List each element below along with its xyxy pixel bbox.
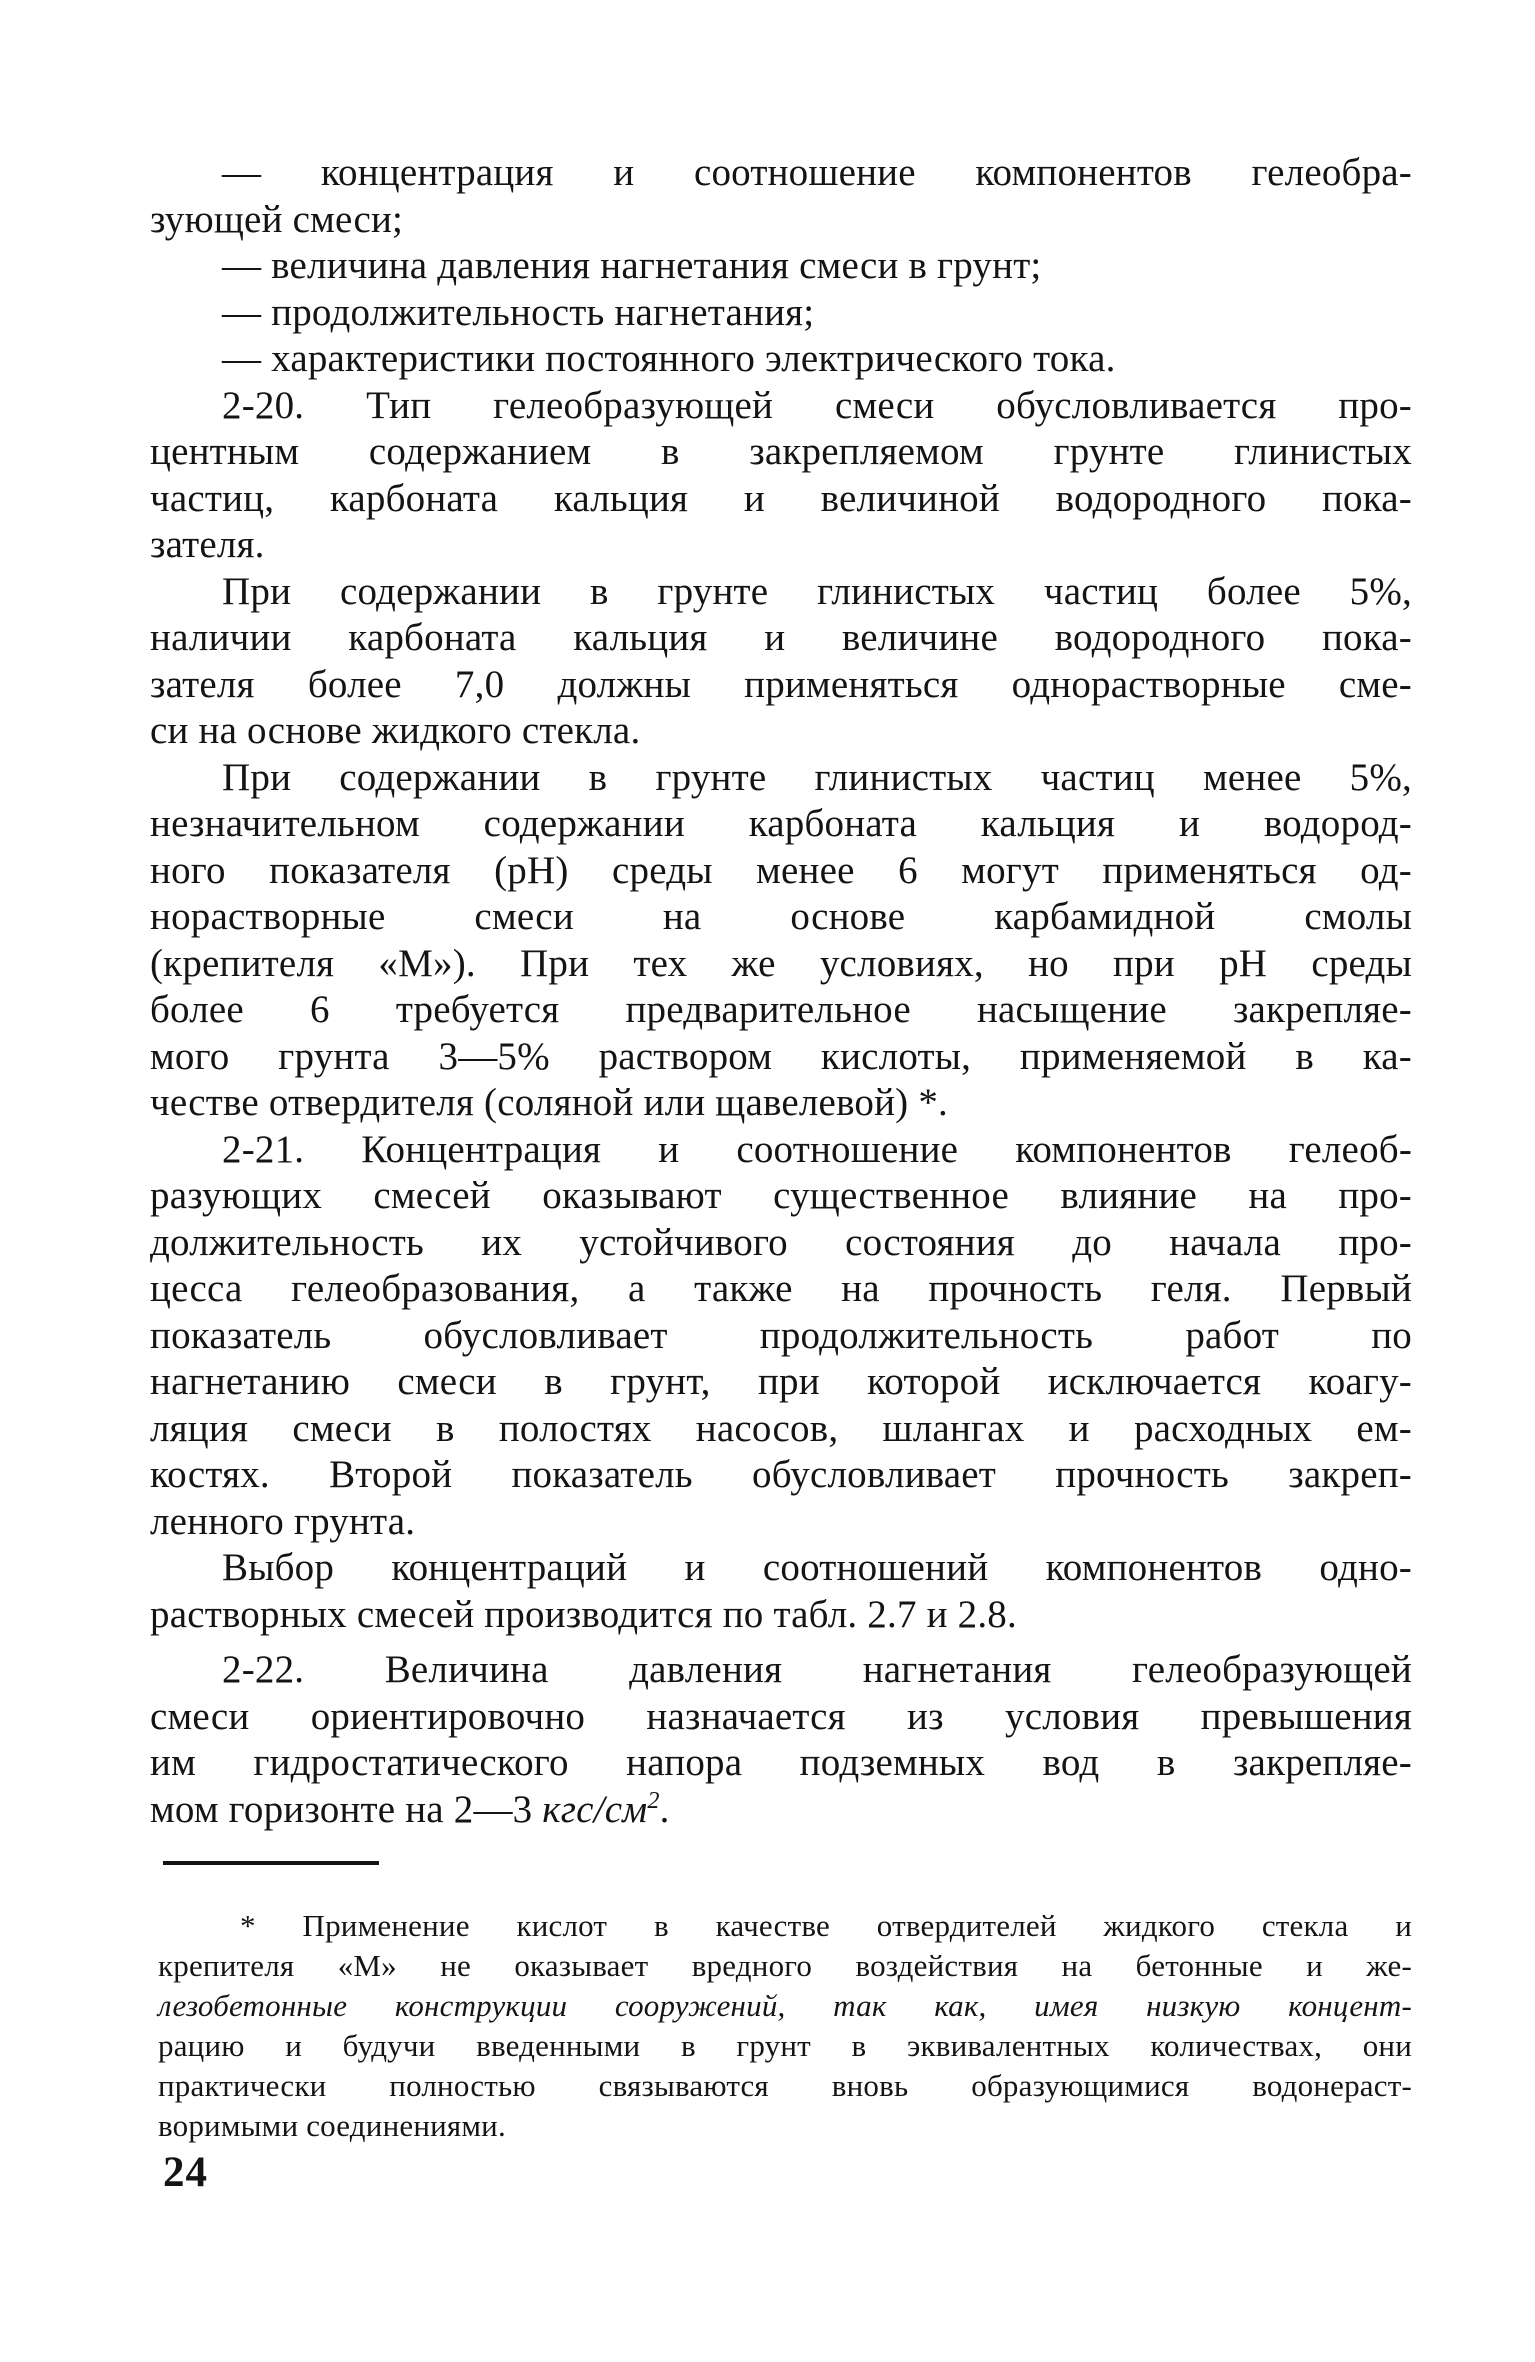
text-line: показатель обусловливает продолжительность работ по <box>150 1313 1412 1357</box>
text-line <box>158 1986 1412 2026</box>
text-line: — величина давления нагнетания смеси в грунт; <box>222 244 1042 287</box>
text-line: ного показателя (рН) среды менее 6 могут применяться од- <box>150 848 1412 892</box>
page-number: 24 <box>163 2149 208 2196</box>
text-line: наличии карбоната кальция и величине водородного пока- <box>150 616 1412 659</box>
text-line: ляция смеси в полостях насосов, шлангах и расходных ем- <box>150 1406 1412 1450</box>
paragraph <box>150 336 1412 383</box>
text-line: Выбор концентраций и соотношений компонентов одно- <box>222 1546 1412 1589</box>
text-line: им гидростатического напора подземных вод в закрепляе- <box>150 1741 1412 1784</box>
text-line: ленного грунта. <box>150 1499 416 1543</box>
text-line: зателя более 7,0 должны применяться однорастворные сме- <box>150 662 1412 706</box>
text-line: честве отвердителя (соляной или щавелевой) *. <box>150 1081 948 1124</box>
text-line: незначительном содержании карбоната кальция и водород- <box>150 802 1412 845</box>
text-line: При содержании в грунте глинистых частиц менее 5%, <box>222 755 1412 799</box>
paragraph <box>150 150 1412 243</box>
paragraph <box>150 569 1412 755</box>
text-line: костях. Второй показатель обусловливает прочность закреп- <box>150 1453 1412 1496</box>
text-line: мого грунта 3—5% раствором кислоты, применяемой в ка- <box>150 1034 1412 1078</box>
paragraph <box>150 1647 1412 1833</box>
text-line: (крепителя «М»). При тех же условиях, но при рН среды <box>150 941 1412 985</box>
text-line: нагнетанию смеси в грунт, при которой исключается коагу- <box>150 1360 1412 1403</box>
text-line: * Применение кислот в качестве отвердителей жидкого стекла и <box>240 1908 1412 1943</box>
footnote-text-column <box>158 1906 1412 2146</box>
text-line <box>150 1787 1412 1834</box>
text-line: воримыми соединениями. <box>158 2108 506 2143</box>
text-line: норастворные смеси на основе карбамидной смолы <box>150 895 1412 938</box>
text-line: — характеристики постоянного электрического тока. <box>222 337 1116 380</box>
text-line: должительность их устойчивого состояния до начала про- <box>150 1220 1412 1264</box>
text-line: частиц, карбоната кальция и величиной водородного пока- <box>150 476 1412 520</box>
text-line: цесса гелеобразования, а также на прочность геля. Первый <box>150 1267 1412 1310</box>
text-line: — концентрация и соотношение компонентов гелеобра- <box>222 151 1412 194</box>
text-line: 2-22. Величина давления нагнетания гелеобразующей <box>222 1648 1412 1691</box>
text-segment: мом горизонте на 2—3 <box>150 1787 543 1831</box>
paragraph <box>150 755 1412 1127</box>
text-line: зателя. <box>150 523 265 566</box>
text-line: си на основе жидкого стекла. <box>150 709 641 752</box>
text-line: 2-20. Тип гелеобразующей смеси обусловливается про- <box>222 383 1412 427</box>
text-line: более 6 требуется предварительное насыщение закрепляе- <box>150 988 1412 1031</box>
text-segment: . <box>659 1787 670 1831</box>
text-line: 2-21. Концентрация и соотношение компонентов гелеоб- <box>222 1127 1412 1171</box>
text-line: — продолжительность нагнетания; <box>222 290 815 334</box>
italic-text-segment: кгс/см <box>542 1787 648 1831</box>
paragraph <box>150 1545 1412 1638</box>
text-line: практически полностью связываются вновь образующимися водонераст- <box>158 2068 1412 2103</box>
text-line: смеси ориентировочно назначается из условия превышения <box>150 1694 1412 1738</box>
text-line: При содержании в грунте глинистых частиц более 5%, <box>222 569 1412 613</box>
paragraph <box>150 290 1412 337</box>
body-text-column <box>150 150 1412 1833</box>
footnote-separator-rule <box>163 1861 379 1865</box>
text-line: центным содержанием в закрепляемом грунте глинистых <box>150 430 1412 473</box>
text-line: рацию и будучи введенными в грунт в эквивалентных количествах, они <box>158 2028 1412 2063</box>
text-line: зующей смеси; <box>150 197 404 241</box>
paragraph <box>150 243 1412 290</box>
italic-text-segment: 2 <box>647 1786 660 1814</box>
italic-text-segment: лезобетонные конструкции сооружений, так как, имея низкую концент- <box>158 1988 1412 2023</box>
paragraph <box>158 1906 1412 2146</box>
text-line: крепителя «М» не оказывает вредного воздействия на бетонные и же- <box>158 1948 1412 1983</box>
paragraph <box>150 383 1412 569</box>
text-line: растворных смесей производится по табл. 2.7 и 2.8. <box>150 1592 1017 1636</box>
text-line: разующих смесей оказывают существенное влияние на про- <box>150 1174 1412 1217</box>
paragraph <box>150 1127 1412 1546</box>
